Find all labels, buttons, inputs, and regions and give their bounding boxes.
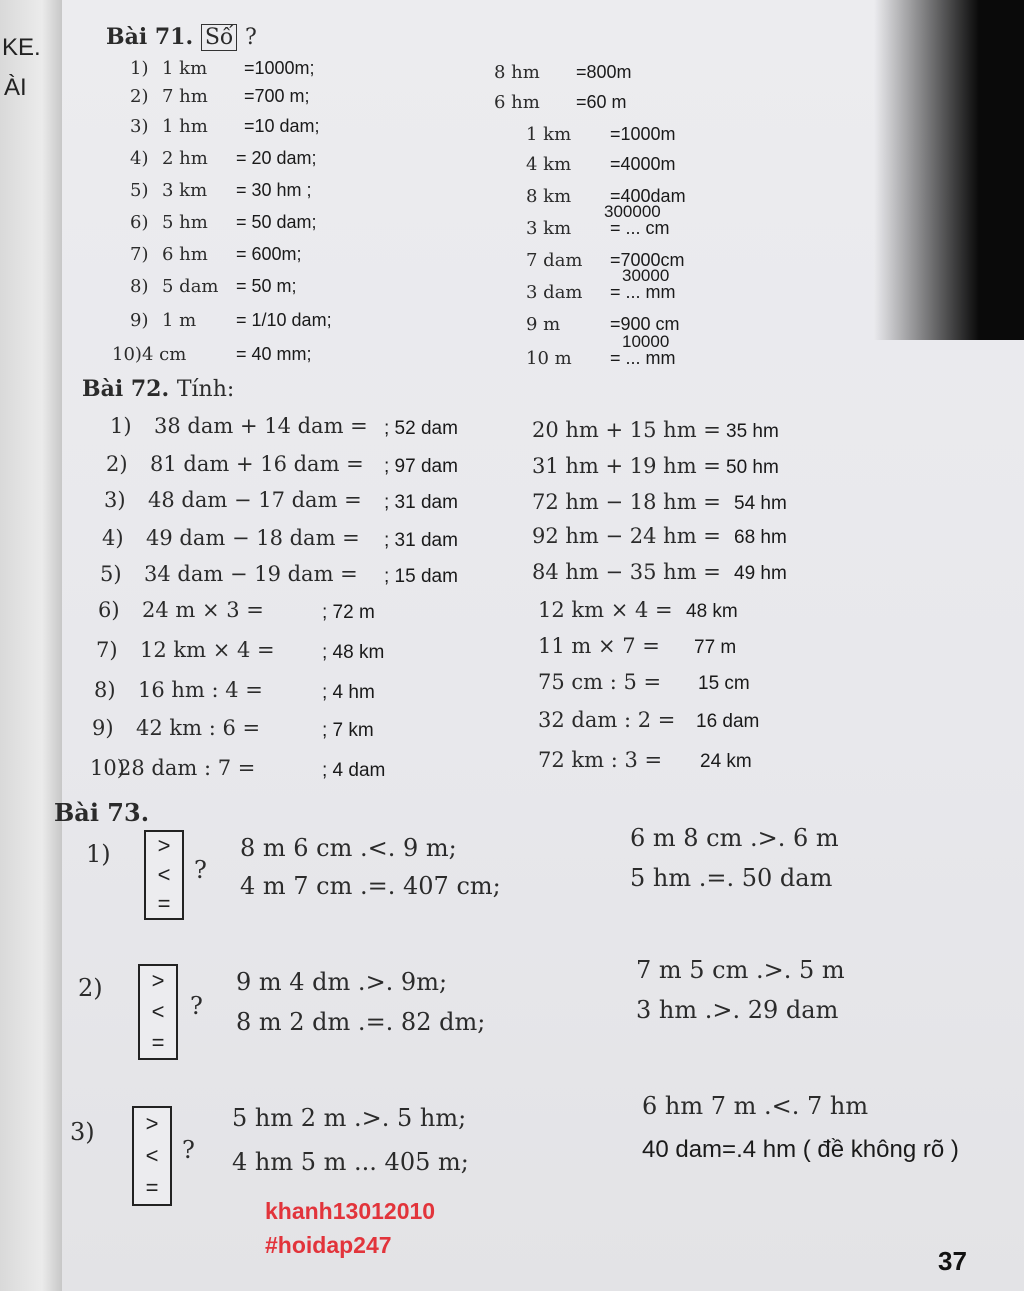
bai72-item-expression: 38 dam + 14 dam = xyxy=(154,414,368,438)
bai71-right-lhs: 7 dam xyxy=(526,250,583,271)
bai71-item-answer: = 40 mm; xyxy=(236,344,312,364)
comparison-symbol: < xyxy=(157,861,171,887)
bai72-right-answer: 54 hm xyxy=(734,493,787,514)
bai73-group-number: 2) xyxy=(78,974,103,1002)
bai73-right-comparison: 6 m 8 cm .>. 6 m xyxy=(630,824,839,852)
bai72-right-answer: 77 m xyxy=(694,637,737,658)
bai71-right-lhs: 8 hm xyxy=(494,62,540,83)
bai72-item-answer: ; 15 dam xyxy=(384,566,458,587)
bai73-left-comparison: 8 m 6 cm .<. 9 m; xyxy=(240,834,457,862)
bai72-item-expression: 81 dam + 16 dam = xyxy=(150,452,364,476)
bai71-item-number: 8) xyxy=(130,276,149,297)
bai72-title: Bài 72. xyxy=(82,376,170,402)
bai72-right-expression: 11 m × 7 = xyxy=(538,634,660,658)
bai71-right-lhs: 4 km xyxy=(526,154,572,175)
bai71-item-number: 6) xyxy=(130,212,149,233)
bai72-item-number: 3) xyxy=(104,488,126,512)
bai71-right-lhs: 9 m xyxy=(526,314,561,335)
bai73-title: Bài 73. xyxy=(54,798,150,827)
bai72-right-expression: 12 km × 4 = xyxy=(538,598,673,622)
bai73-left-comparison: 9 m 4 dm .>. 9m; xyxy=(236,968,448,996)
bai72-item-expression: 48 dam − 17 dam = xyxy=(148,488,362,512)
bai71-item-lhs: 3 km xyxy=(162,180,208,201)
bai72-item-answer: ; 31 dam xyxy=(384,492,458,513)
bai71-item-answer: = 30 hm ; xyxy=(236,180,312,200)
bai71-item-number: 1) xyxy=(130,58,149,79)
bai71-item-lhs: 7 hm xyxy=(162,86,208,107)
bai71-right-answer: =7000cm xyxy=(610,250,685,270)
bai71-right-lhs: 10 m xyxy=(526,348,572,369)
bai72-item-number: 10) xyxy=(90,756,125,780)
bai72-item-expression: 24 m × 3 = xyxy=(142,598,264,622)
bai72-right-answer: 48 km xyxy=(686,601,738,622)
bai72-right-expression: 20 hm + 15 hm = xyxy=(532,418,721,442)
bai71-right-answer: =400dam xyxy=(610,186,686,206)
bai71-right-lhs: 6 hm xyxy=(494,92,540,113)
bai72-right-answer: 16 dam xyxy=(696,711,760,732)
bai73-left-comparison: 4 hm 5 m ... 405 m; xyxy=(232,1148,469,1176)
bai71-item-lhs: 5 hm xyxy=(162,212,208,233)
comparison-symbol-box xyxy=(138,964,178,1060)
bai71-title: Bài 71. xyxy=(106,24,194,50)
bai71-right-lhs: 1 km xyxy=(526,124,572,145)
comparison-symbol: > xyxy=(151,968,165,994)
bai71-item-answer: = 20 dam; xyxy=(236,148,317,168)
bai73-right-comparison: 7 m 5 cm .>. 5 m xyxy=(636,956,845,984)
bai71-heading xyxy=(106,24,257,50)
bai72-item-expression: 28 dam : 7 = xyxy=(118,756,256,780)
bai71-item-number: 2) xyxy=(130,86,149,107)
bai71-right-lhs: 3 dam xyxy=(526,282,583,303)
bai72-item-expression: 34 dam − 19 dam = xyxy=(144,562,358,586)
bai72-item-answer: ; 72 m xyxy=(322,602,375,623)
bai72-right-expression: 84 hm − 35 hm = xyxy=(532,560,721,584)
margin-fragment-1: KE. xyxy=(2,34,41,61)
bai72-item-answer: ; 52 dam xyxy=(384,418,458,439)
bai73-right-comparison: 3 hm .>. 29 dam xyxy=(636,996,839,1024)
bai72-item-number: 4) xyxy=(102,526,124,550)
bai71-right-answer: =60 m xyxy=(576,92,627,112)
comparison-symbol: = xyxy=(151,1029,165,1055)
bai71-right-written-value: 10000 xyxy=(622,332,670,351)
bai71-right-answer: = ... mm xyxy=(610,348,676,368)
bai71-item-lhs: 2 hm xyxy=(162,148,208,169)
bai72-right-answer: 35 hm xyxy=(726,421,779,442)
bai71-item-number: 9) xyxy=(130,310,149,331)
bai72-item-expression: 42 km : 6 = xyxy=(136,716,261,740)
bai72-right-expression: 75 cm : 5 = xyxy=(538,670,662,694)
bai72-item-expression: 16 hm : 4 = xyxy=(138,678,263,702)
comparison-symbol: = xyxy=(157,890,171,916)
bai71-right-lhs: 3 km xyxy=(526,218,572,239)
bai72-right-answer: 15 cm xyxy=(698,673,750,694)
bai71-item-answer: =1000m; xyxy=(244,58,315,78)
bai71-right-answer: = ... cm xyxy=(610,218,670,238)
bai71-item-number: 10) xyxy=(112,344,142,365)
bai71-right-answer: = ... mm xyxy=(610,282,676,302)
comparison-symbol: < xyxy=(145,1143,159,1168)
comparison-symbol: > xyxy=(145,1111,159,1136)
bai71-right-answer: =4000m xyxy=(610,154,676,174)
comparison-symbol: = xyxy=(145,1175,159,1200)
margin-fragment-2: ÀI xyxy=(4,74,27,101)
bai72-subtitle: Tính: xyxy=(176,377,235,402)
bai72-right-expression: 31 hm + 19 hm = xyxy=(532,454,721,478)
bai73-question-mark: ? xyxy=(194,856,207,884)
comparison-symbol: < xyxy=(151,998,165,1024)
bai71-item-answer: = 600m; xyxy=(236,244,302,264)
bai71-item-lhs: 1 m xyxy=(162,310,197,331)
bai71-right-answer: =800m xyxy=(576,62,632,82)
bai71-right-written-value: 300000 xyxy=(604,202,661,221)
bai72-item-number: 1) xyxy=(110,414,132,438)
bai73-right-comparison: 6 hm 7 m .<. 7 hm xyxy=(642,1092,869,1120)
bai72-right-expression: 32 dam : 2 = xyxy=(538,708,676,732)
bai72-right-answer: 24 km xyxy=(700,751,752,772)
bai72-heading xyxy=(82,376,234,402)
bai71-item-number: 7) xyxy=(130,244,149,265)
bai72-item-number: 8) xyxy=(94,678,116,702)
bai72-item-number: 9) xyxy=(92,716,114,740)
bai71-item-answer: =10 dam; xyxy=(244,116,320,136)
bai73-right-comparison: 5 hm .=. 50 dam xyxy=(630,864,833,892)
bai73-left-comparison: 5 hm 2 m .>. 5 hm; xyxy=(232,1104,467,1132)
bai72-item-answer: ; 97 dam xyxy=(384,456,458,477)
bai72-item-number: 7) xyxy=(96,638,118,662)
bai72-right-expression: 92 hm − 24 hm = xyxy=(532,524,721,548)
bai71-item-lhs: 6 hm xyxy=(162,244,208,265)
bai72-item-answer: ; 4 dam xyxy=(322,760,386,781)
bai72-right-answer: 68 hm xyxy=(734,527,787,548)
bai72-right-answer: 50 hm xyxy=(726,457,779,478)
page-number: 37 xyxy=(938,1246,967,1276)
facing-page-edge xyxy=(0,0,70,1291)
bai72-item-answer: ; 31 dam xyxy=(384,530,458,551)
bai72-right-expression: 72 km : 3 = xyxy=(538,748,663,772)
bai71-item-answer: = 50 m; xyxy=(236,276,297,296)
bai71-right-written-value: 30000 xyxy=(622,266,670,285)
bai73-group-number: 1) xyxy=(86,840,111,868)
bai72-item-number: 6) xyxy=(98,598,120,622)
watermark-username: khanh13012010 xyxy=(265,1198,436,1224)
bai72-item-expression: 12 km × 4 = xyxy=(140,638,275,662)
bai72-right-expression: 72 hm − 18 hm = xyxy=(532,490,721,514)
bai73-question-mark: ? xyxy=(182,1136,195,1164)
bai71-item-answer: = 1/10 dam; xyxy=(236,310,332,330)
bai71-item-lhs: 4 cm xyxy=(142,344,187,365)
comparison-symbol-box xyxy=(144,830,184,920)
bai71-item-answer: =700 m; xyxy=(244,86,310,106)
bai71-right-answer: =1000m xyxy=(610,124,676,144)
bai73-right-comparison: 40 dam=.4 hm ( đề không rõ ) xyxy=(642,1136,959,1163)
bai71-item-lhs: 5 dam xyxy=(162,276,219,297)
bai72-item-answer: ; 4 hm xyxy=(322,682,375,703)
bai71-item-number: 3) xyxy=(130,116,149,137)
bai71-item-lhs: 1 hm xyxy=(162,116,208,137)
bai71-question-mark: ? xyxy=(245,25,257,50)
comparison-symbol-box xyxy=(132,1106,172,1206)
bai71-item-lhs: 1 km xyxy=(162,58,208,79)
bai71-item-answer: = 50 dam; xyxy=(236,212,317,232)
bai72-item-answer: ; 7 km xyxy=(322,720,374,741)
watermark-hashtag: #hoidap247 xyxy=(265,1232,392,1258)
bai73-left-comparison: 4 m 7 cm .=. 407 cm; xyxy=(240,872,501,900)
bai72-item-number: 5) xyxy=(100,562,122,586)
bai71-right-answer: =900 cm xyxy=(610,314,680,334)
bai73-question-mark: ? xyxy=(190,992,203,1020)
comparison-symbol: > xyxy=(157,833,171,859)
bai73-group-number: 3) xyxy=(70,1118,95,1146)
bai72-item-answer: ; 48 km xyxy=(322,642,385,663)
bai72-item-number: 2) xyxy=(106,452,128,476)
bai71-item-number: 5) xyxy=(130,180,149,201)
bai73-left-comparison: 8 m 2 dm .=. 82 dm; xyxy=(236,1008,486,1036)
bai71-box-label: Số xyxy=(201,24,238,51)
bai71-right-lhs: 8 km xyxy=(526,186,572,207)
background-shadow xyxy=(874,0,1024,340)
bai72-item-expression: 49 dam − 18 dam = xyxy=(146,526,360,550)
bai72-right-answer: 49 hm xyxy=(734,563,787,584)
bai71-item-number: 4) xyxy=(130,148,149,169)
